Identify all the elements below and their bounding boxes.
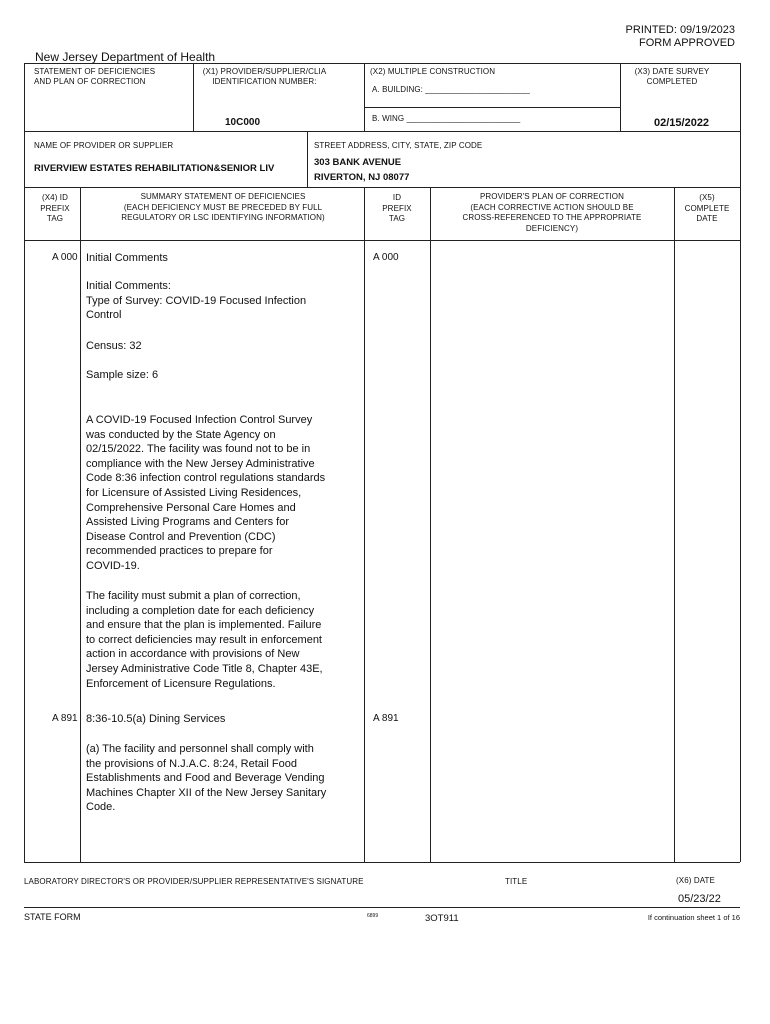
- entry-tag-right: A 000: [373, 252, 399, 263]
- row1-divider-1: [193, 63, 194, 131]
- col-header-x4: (X4) ID PREFIX TAG: [40, 193, 70, 223]
- signature-label: LABORATORY DIRECTOR'S OR PROVIDER/SUPPLIER REPRESENTATIVE'S SIGNATURE: [24, 877, 364, 886]
- frame-row2-border: [24, 187, 740, 188]
- printed-date: PRINTED: 09/19/2023: [625, 24, 735, 36]
- col-header-summary: SUMMARY STATEMENT OF DEFICIENCIES (EACH DEFICIENCY MUST BE PRECEDED BY FULL REGULATORY OR LSC IDENTIFYING INFORMATION): [121, 192, 325, 222]
- col-divider-id: [430, 187, 431, 862]
- frame-left-border: [24, 63, 25, 862]
- x3-label: (X3) DATE SURVEY COMPLETED: [634, 67, 710, 86]
- event-id: 3OT911: [425, 913, 459, 924]
- building-field: A. BUILDING: _______________________: [372, 85, 530, 94]
- x6-label: (X6) DATE: [676, 876, 715, 885]
- entry-paragraph: Sample size: 6: [86, 369, 159, 381]
- col-header-plan: PROVIDER'S PLAN OF CORRECTION (EACH CORRECTIVE ACTION SHOULD BE CROSS-REFERENCED TO THE APPROPRIATE DEFICIENCY): [462, 192, 642, 233]
- frame-bottom-border: [24, 862, 740, 863]
- col-header-x5: (X5) COMPLETE DATE: [684, 193, 730, 223]
- frame-row1-border: [24, 131, 740, 132]
- frame-top-border: [24, 63, 740, 64]
- entry-paragraph: The facility must submit a plan of correction, including a completion date for each deficiency and ensure that the plan is implemented. Failure to correct deficiencies may result in enforcement action in accordance with provisions of New Jersey Administrative Code Title 8, Chapter 43E, Enforcement of Licensure Regulations.: [86, 590, 323, 690]
- col-divider-summary: [364, 187, 365, 862]
- address-label: STREET ADDRESS, CITY, STATE, ZIP CODE: [314, 141, 483, 150]
- statement-label: STATEMENT OF DEFICIENCIES AND PLAN OF CORRECTION: [34, 67, 156, 86]
- continuation-sheet: If continuation sheet 1 of 16: [647, 913, 740, 922]
- x1-provider-number: 10C000: [225, 117, 261, 128]
- entry-paragraph: (a) The facility and personnel shall comply with the provisions of N.J.A.C. 8:24, Retail Food Establishments and Food and Beverage Vending Machines Chapter XII of the New Jersey Sanitary Code.: [86, 743, 327, 814]
- entry-tag-left: A 891: [52, 713, 78, 724]
- address-street: 303 BANK AVENUE: [314, 157, 402, 168]
- col-header-id-prefix: ID PREFIX TAG: [382, 193, 412, 223]
- entry-title: 8:36-10.5(a) Dining Services: [86, 713, 226, 725]
- col-divider-tag: [80, 187, 81, 862]
- entry-paragraph: Census: 32: [86, 340, 142, 352]
- entry-paragraph: Initial Comments: Type of Survey: COVID-19 Focused Infection Control: [86, 280, 307, 322]
- agency-name: New Jersey Department of Health: [35, 50, 216, 64]
- provider-name-label: NAME OF PROVIDER OR SUPPLIER: [34, 141, 174, 150]
- x1-label: (X1) PROVIDER/SUPPLIER/CLIA IDENTIFICATION NUMBER:: [202, 67, 327, 86]
- address-city: RIVERTON, NJ 08077: [314, 172, 410, 183]
- form-code: 6899: [367, 913, 379, 919]
- col-divider-plan: [674, 187, 675, 862]
- entry-title: Initial Comments: [86, 252, 168, 264]
- provider-name: RIVERVIEW ESTATES REHABILITATION&SENIOR LIV: [34, 163, 275, 174]
- x2-label: (X2) MULTIPLE CONSTRUCTION: [370, 67, 496, 76]
- entry-paragraph: A COVID-19 Focused Infection Control Survey was conducted by the State Agency on 02/15/2022. The facility was found not to be in compliance with the New Jersey Administrative Code 8:36 infection control regulations standards for Licensure of Assisted Living Residences, Comprehensive Personal Care Homes and Assisted Living Programs and Centers for Disease Control and Prevention (CDC) recommended practices to prepare for COVID-19.: [86, 414, 326, 572]
- entry-tag-left: A 000: [52, 252, 78, 263]
- print-info: [626, 24, 735, 50]
- footer-rule: [24, 907, 740, 908]
- wing-field: B. WING _________________________: [372, 114, 521, 123]
- x6-signature-date: 05/23/22: [678, 893, 721, 905]
- frame-right-border: [740, 63, 741, 862]
- title-label: TITLE: [505, 877, 528, 886]
- form-approved: FORM APPROVED: [639, 37, 735, 49]
- row1-building-divider: [364, 107, 620, 108]
- row1-divider-2: [364, 63, 365, 131]
- state-form-label: STATE FORM: [24, 912, 81, 922]
- row2-divider: [307, 131, 308, 187]
- entry-tag-right: A 891: [373, 713, 399, 724]
- row1-divider-3: [620, 63, 621, 131]
- x3-survey-date: 02/15/2022: [654, 117, 710, 129]
- frame-header-border: [24, 240, 740, 241]
